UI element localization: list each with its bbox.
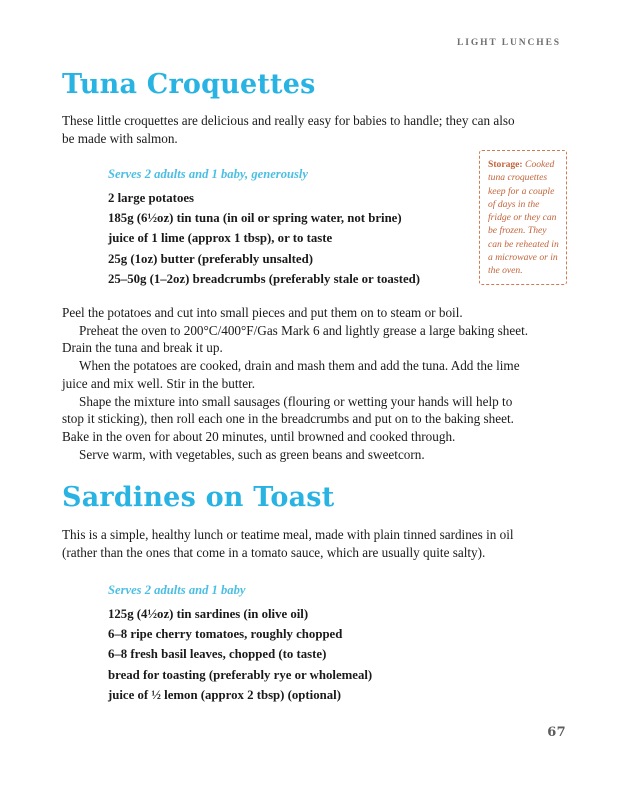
serves-line-tuna-croquettes: Serves 2 adults and 1 baby, generously [108,167,308,181]
ingredient-item: 25g (1oz) butter (preferably unsalted) [108,251,313,266]
method-step: Shape the mixture into small sausages (flouring or wetting your hands will help to stop it sticking), then roll each one in the breadcrumbs and put on to the baking sheet. Bake in the oven for about 20 minutes, until browned and cooked through. [62,393,514,444]
ingredient-item: juice of ½ lemon (approx 2 tbsp) (optional) [108,687,341,702]
ingredient-item: 6–8 fresh basil leaves, chopped (to taste) [108,647,327,662]
ingredient-item: bread for toasting (preferably rye or wholemeal) [108,667,373,682]
ingredient-item: 2 large potatoes [108,191,195,205]
recipe-intro-tuna-croquettes: These little croquettes are delicious and really easy for babies to handle; they can also be made with salmon. [62,113,515,146]
recipe-title-sardines-on-toast: Sardines on Toast [62,482,335,513]
ingredients-block-tuna-croquettes [108,166,420,289]
method-step: Peel the potatoes and cut into small pieces and put them on to steam or boil. [62,305,463,320]
method-block-tuna-croquettes [62,304,532,463]
storage-callout-text: Cooked tuna croquettes keep for a couple of days in the fridge or they can be frozen. They can be reheated in a microwave or in the oven. [488,159,559,277]
serves-line-sardines-on-toast: Serves 2 adults and 1 baby [108,583,246,597]
ingredient-item: 6–8 ripe cherry tomatoes, roughly chopped [108,627,343,642]
method-step: Preheat the oven to 200°C/400°F/Gas Mark 6 and lightly grease a large baking sheet. Drain the tuna and break it up. [62,322,529,356]
page-number: 67 [547,725,566,740]
running-head: LIGHT LUNCHES [457,38,561,48]
ingredient-item: juice of 1 lime (approx 1 tbsp), or to taste [108,231,333,246]
method-step: Serve warm, with vegetables, such as green beans and sweetcorn. [79,446,425,462]
storage-callout [479,150,567,285]
ingredients-block-sardines-on-toast [108,582,372,705]
ingredients-list-tuna-croquettes [108,188,420,289]
ingredients-list-sardines-on-toast [108,604,372,705]
recipe-intro-sardines-on-toast: This is a simple, healthy lunch or teatime meal, made with plain tinned sardines in oil (rather than the ones that come in a tomato sauce, which are usually quite salty). [62,527,514,560]
recipe-title-tuna-croquettes: Tuna Croquettes [62,69,316,100]
ingredient-item: 125g (4½oz) tin sardines (in olive oil) [108,607,309,621]
ingredient-item: 25–50g (1–2oz) breadcrumbs (preferably stale or toasted) [108,271,421,286]
method-step: When the potatoes are cooked, drain and mash them and add the tuna. Add the lime juice and mix well. Stir in the butter. [62,358,520,391]
ingredient-item: 185g (6½oz) tin tuna (in oil or spring water, not brine) [108,211,402,226]
storage-callout-label: Storage: [488,159,523,170]
